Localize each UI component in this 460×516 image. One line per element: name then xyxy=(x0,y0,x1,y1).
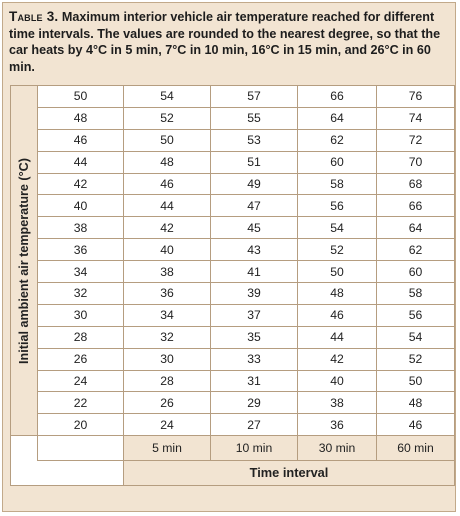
initial-temp-cell: 22 xyxy=(38,392,124,414)
temp-value-cell: 50 xyxy=(124,129,211,151)
corner-blank xyxy=(38,461,124,486)
table-row xyxy=(11,239,455,261)
temp-value-cell: 62 xyxy=(377,239,455,261)
table-row xyxy=(11,217,455,239)
temp-value-cell: 60 xyxy=(298,151,377,173)
column-header: 5 min xyxy=(124,436,211,461)
temp-value-cell: 50 xyxy=(377,370,455,392)
initial-temp-cell: 26 xyxy=(38,348,124,370)
temp-value-cell: 47 xyxy=(211,195,298,217)
temp-value-cell: 58 xyxy=(377,283,455,305)
temp-value-cell: 55 xyxy=(211,107,298,129)
temp-value-cell: 35 xyxy=(211,326,298,348)
temp-value-cell: 54 xyxy=(124,86,211,108)
y-axis-label: Initial ambient air temperature (°C) xyxy=(17,157,31,364)
corner-blank xyxy=(11,461,38,486)
temp-value-cell: 50 xyxy=(298,261,377,283)
table-row xyxy=(11,370,455,392)
temp-value-cell: 42 xyxy=(298,348,377,370)
initial-temp-cell: 44 xyxy=(38,151,124,173)
temp-value-cell: 29 xyxy=(211,392,298,414)
table-row xyxy=(11,414,455,436)
caption-text: Maximum interior vehicle air temperature reached for different time intervals. The values are rounded to the nearest degree, so that the car heats by 4°C in 5 min, 7°C in 10 min, 16°C in 15 min, and 26°C in 60 min. xyxy=(9,10,441,74)
temp-value-cell: 38 xyxy=(124,261,211,283)
initial-temp-cell: 36 xyxy=(38,239,124,261)
temp-value-cell: 64 xyxy=(298,107,377,129)
y-axis-label-cell xyxy=(11,86,38,436)
initial-temp-cell: 34 xyxy=(38,261,124,283)
temp-value-cell: 58 xyxy=(298,173,377,195)
temp-value-cell: 43 xyxy=(211,239,298,261)
temp-value-cell: 39 xyxy=(211,283,298,305)
table-row xyxy=(11,326,455,348)
temp-value-cell: 62 xyxy=(298,129,377,151)
temp-value-cell: 40 xyxy=(124,239,211,261)
initial-temp-cell: 40 xyxy=(38,195,124,217)
table-row xyxy=(11,107,455,129)
temp-value-cell: 52 xyxy=(298,239,377,261)
temp-value-cell: 54 xyxy=(377,326,455,348)
temp-value-cell: 46 xyxy=(124,173,211,195)
temp-value-cell: 76 xyxy=(377,86,455,108)
temp-value-cell: 33 xyxy=(211,348,298,370)
table-frame xyxy=(2,2,456,512)
table-caption xyxy=(9,9,455,75)
temp-value-cell: 48 xyxy=(298,283,377,305)
temp-value-cell: 48 xyxy=(124,151,211,173)
column-header: 60 min xyxy=(377,436,455,461)
temp-value-cell: 56 xyxy=(377,304,455,326)
column-header-row xyxy=(11,436,455,461)
temp-value-cell: 64 xyxy=(377,217,455,239)
x-axis-label: Time interval xyxy=(124,461,455,486)
temp-value-cell: 26 xyxy=(124,392,211,414)
table-row xyxy=(11,195,455,217)
temperature-table xyxy=(10,85,455,486)
temp-value-cell: 49 xyxy=(211,173,298,195)
column-header: 10 min xyxy=(211,436,298,461)
temp-value-cell: 34 xyxy=(124,304,211,326)
temp-value-cell: 38 xyxy=(298,392,377,414)
temp-value-cell: 56 xyxy=(298,195,377,217)
temp-value-cell: 32 xyxy=(124,326,211,348)
temp-value-cell: 72 xyxy=(377,129,455,151)
table-row xyxy=(11,86,455,108)
initial-temp-cell: 46 xyxy=(38,129,124,151)
initial-temp-cell: 28 xyxy=(38,326,124,348)
initial-temp-cell: 50 xyxy=(38,86,124,108)
table-row xyxy=(11,129,455,151)
temp-value-cell: 74 xyxy=(377,107,455,129)
temp-value-cell: 66 xyxy=(377,195,455,217)
table-row xyxy=(11,392,455,414)
temp-value-cell: 46 xyxy=(377,414,455,436)
initial-temp-cell: 32 xyxy=(38,283,124,305)
table-row xyxy=(11,348,455,370)
column-header: 30 min xyxy=(298,436,377,461)
table-label: Table 3. xyxy=(9,9,59,24)
temp-value-cell: 60 xyxy=(377,261,455,283)
table-row xyxy=(11,283,455,305)
initial-temp-cell: 38 xyxy=(38,217,124,239)
x-axis-label-row xyxy=(11,461,455,486)
initial-temp-cell: 48 xyxy=(38,107,124,129)
temp-value-cell: 57 xyxy=(211,86,298,108)
temp-value-cell: 46 xyxy=(298,304,377,326)
temp-value-cell: 28 xyxy=(124,370,211,392)
table-row xyxy=(11,261,455,283)
temp-value-cell: 36 xyxy=(298,414,377,436)
initial-temp-cell: 30 xyxy=(38,304,124,326)
temp-value-cell: 68 xyxy=(377,173,455,195)
initial-temp-cell: 24 xyxy=(38,370,124,392)
initial-temp-cell: 42 xyxy=(38,173,124,195)
temp-value-cell: 45 xyxy=(211,217,298,239)
temp-value-cell: 31 xyxy=(211,370,298,392)
temp-value-cell: 52 xyxy=(377,348,455,370)
corner-blank xyxy=(11,436,38,461)
temp-value-cell: 37 xyxy=(211,304,298,326)
table-row xyxy=(11,304,455,326)
temp-value-cell: 66 xyxy=(298,86,377,108)
temp-value-cell: 27 xyxy=(211,414,298,436)
temp-value-cell: 40 xyxy=(298,370,377,392)
temp-value-cell: 48 xyxy=(377,392,455,414)
temp-value-cell: 41 xyxy=(211,261,298,283)
temp-value-cell: 42 xyxy=(124,217,211,239)
temp-value-cell: 30 xyxy=(124,348,211,370)
temp-value-cell: 36 xyxy=(124,283,211,305)
initial-temp-cell: 20 xyxy=(38,414,124,436)
table-body xyxy=(11,86,455,486)
temp-value-cell: 53 xyxy=(211,129,298,151)
temp-value-cell: 70 xyxy=(377,151,455,173)
temp-value-cell: 51 xyxy=(211,151,298,173)
header-blank xyxy=(38,436,124,461)
temp-value-cell: 44 xyxy=(124,195,211,217)
temp-value-cell: 44 xyxy=(298,326,377,348)
temp-value-cell: 52 xyxy=(124,107,211,129)
temp-value-cell: 54 xyxy=(298,217,377,239)
temp-value-cell: 24 xyxy=(124,414,211,436)
table-row xyxy=(11,151,455,173)
table-row xyxy=(11,173,455,195)
